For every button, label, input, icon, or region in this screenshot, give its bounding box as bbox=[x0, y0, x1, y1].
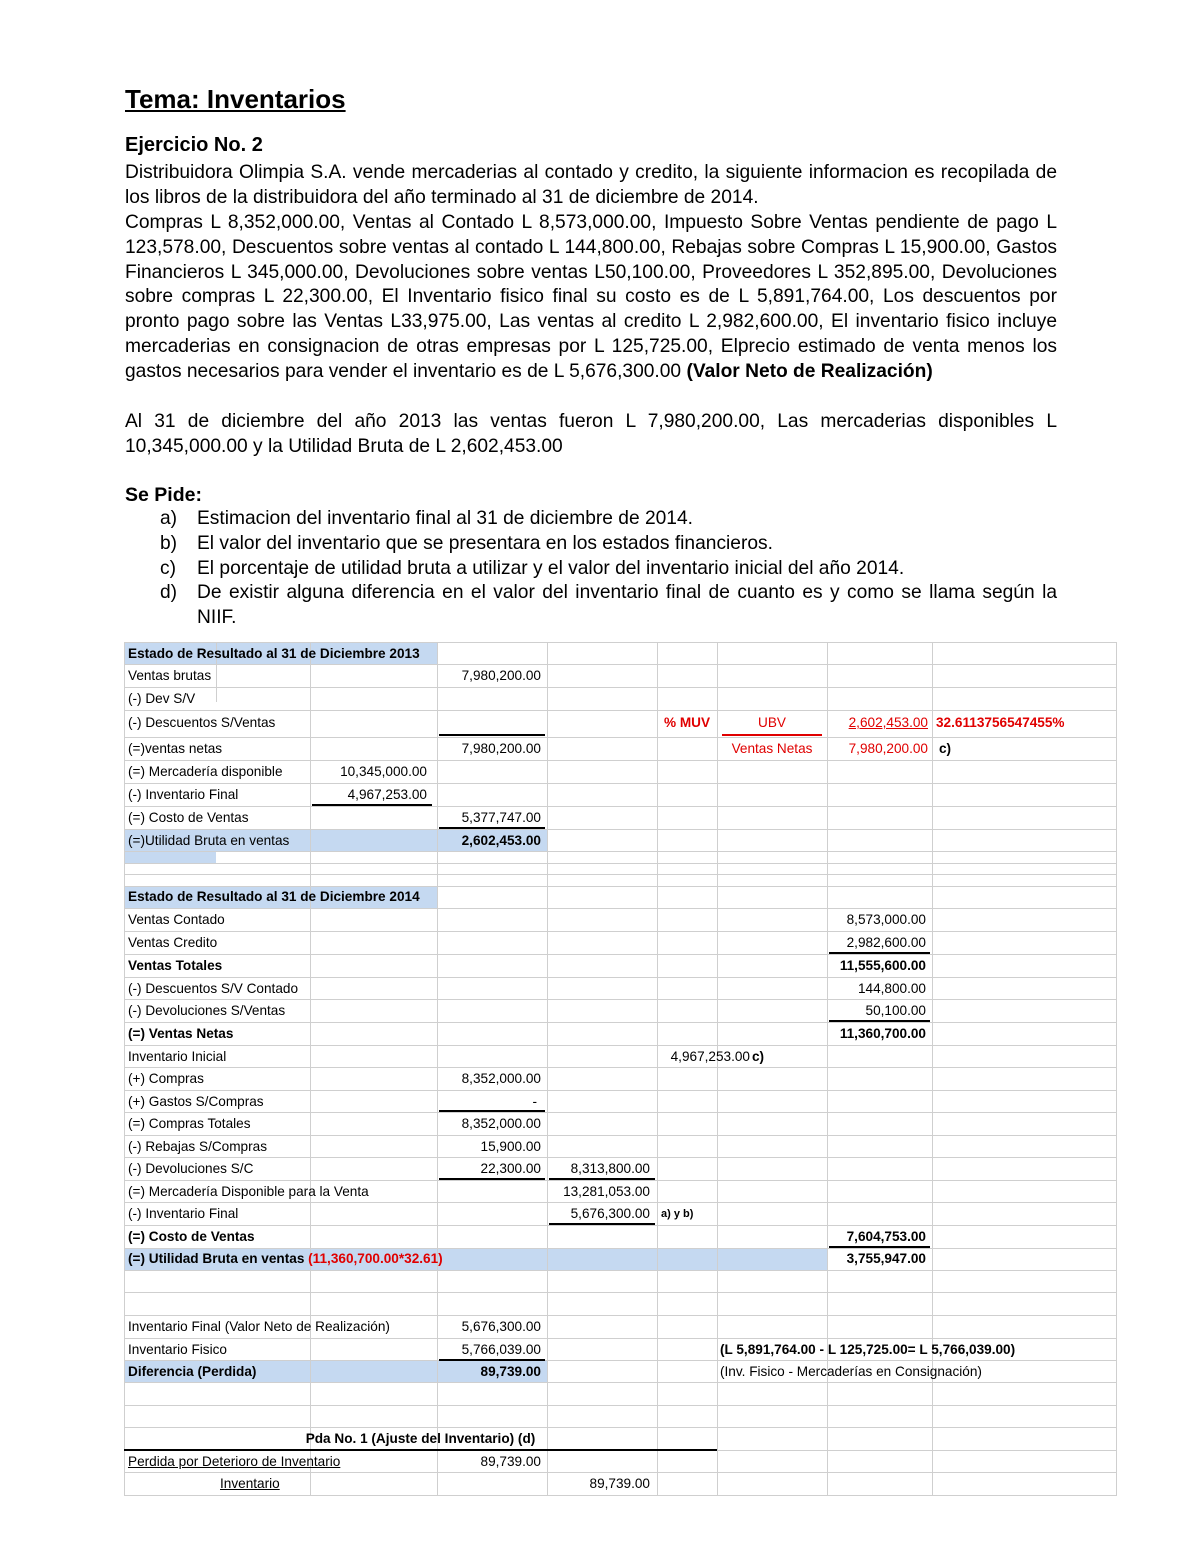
grid-line bbox=[657, 642, 658, 1496]
partida-debit: Perdida por Deterioro de Inventario bbox=[128, 1454, 341, 1469]
row-label: Diferencia (Perdida) bbox=[128, 1364, 257, 1379]
row-label: (-) Dev S/V bbox=[128, 691, 196, 706]
row-label: Ventas Credito bbox=[128, 935, 218, 950]
question-letter: b) bbox=[160, 532, 178, 554]
question-text: El valor del inventario que se presentara en los estados financieros. bbox=[197, 532, 773, 554]
partida-credit-value: 89,739.00 bbox=[589, 1476, 650, 1491]
grid-line bbox=[124, 1067, 1117, 1068]
grid-line bbox=[124, 1135, 1117, 1136]
row-value: 8,573,000.00 bbox=[846, 912, 926, 927]
row-value: - bbox=[532, 1094, 537, 1109]
grid-line bbox=[717, 642, 718, 1496]
note-c: c) bbox=[939, 741, 952, 756]
paragraph-data bbox=[125, 211, 1057, 385]
question-text: Estimacion del inventario final al 31 de diciembre de 2014. bbox=[197, 508, 693, 529]
grid-line bbox=[124, 1225, 1117, 1226]
page-title: Tema: Inventarios bbox=[125, 84, 346, 114]
underline bbox=[439, 1110, 545, 1112]
row-label: (=) Compras Totales bbox=[128, 1116, 251, 1131]
row-label: (-) Rebajas S/Compras bbox=[128, 1139, 267, 1154]
row-value: 144,800.00 bbox=[857, 981, 926, 996]
grid-line bbox=[124, 1270, 1117, 1271]
vn-value: 7,980,200.00 bbox=[848, 741, 928, 756]
question-text: El porcentaje de utilidad bruta a utilizar y el valor del inventario inicial del año 2014. bbox=[197, 557, 905, 579]
question-letter: a) bbox=[160, 508, 178, 529]
grid-line bbox=[547, 642, 548, 1496]
row-value: 5,377,747.00 bbox=[461, 810, 541, 825]
utilidad-formula: (11,360,700.00*32.61) bbox=[308, 1251, 443, 1266]
exercise-heading: Ejercicio No. 2 bbox=[125, 134, 263, 156]
er2013-title: Estado de Resultado al 31 de Diciembre 2013 bbox=[128, 646, 420, 661]
fraction-line bbox=[722, 734, 822, 736]
row-label: (=)ventas netas bbox=[128, 741, 223, 756]
row-value: 89,739.00 bbox=[480, 1364, 541, 1379]
row-value: 4,967,253.00 bbox=[670, 1049, 750, 1064]
question-item bbox=[160, 532, 1057, 557]
grid-line bbox=[124, 737, 1117, 738]
partida-title: Pda No. 1 (Ajuste del Inventario) (d) bbox=[305, 1431, 536, 1446]
row-label: (=) Mercadería Disponible para la Venta bbox=[128, 1184, 369, 1199]
spreadsheet bbox=[124, 642, 1117, 1496]
grid-line bbox=[124, 783, 1117, 784]
row-value: 7,980,200.00 bbox=[461, 668, 541, 683]
vn-label: Ventas Netas bbox=[731, 741, 813, 756]
row-value: 10,345,000.00 bbox=[340, 764, 427, 779]
muv-percentage: 32.6113756547455% bbox=[936, 715, 1065, 730]
underline bbox=[312, 804, 432, 806]
row-value: 4,967,253.00 bbox=[347, 787, 427, 802]
ubv-value: 2,602,453.00 bbox=[848, 715, 928, 730]
row-label: Ventas Totales bbox=[128, 958, 223, 973]
row-label: (+) Compras bbox=[128, 1071, 204, 1086]
grid-line bbox=[124, 1405, 1117, 1406]
grid-line bbox=[124, 1090, 1117, 1091]
grid-line bbox=[124, 1112, 1117, 1113]
row-label: Inventario Fisico bbox=[128, 1342, 227, 1357]
grid-line bbox=[124, 1045, 1117, 1046]
dif-note: (Inv. Fisico - Mercaderías en Consignación) bbox=[720, 1364, 982, 1379]
row-value: 7,980,200.00 bbox=[461, 741, 541, 756]
underline bbox=[829, 1020, 930, 1022]
grid-line bbox=[124, 874, 1117, 875]
row-label: (=) Costo de Ventas bbox=[128, 810, 249, 825]
underline bbox=[439, 734, 545, 736]
grid-line bbox=[1116, 642, 1117, 1496]
row-value: 11,360,700.00 bbox=[839, 1026, 926, 1041]
highlight-band bbox=[124, 851, 216, 863]
row-value: 13,281,053.00 bbox=[563, 1184, 650, 1199]
row-label bbox=[128, 1248, 443, 1270]
row-label: Inventario Final (Valor Neto de Realización) bbox=[128, 1319, 390, 1334]
row-value: 22,300.00 bbox=[480, 1161, 541, 1176]
row-value: 8,313,800.00 bbox=[570, 1161, 650, 1176]
underline bbox=[439, 827, 545, 829]
paragraph-2013: Al 31 de diciembre del año 2013 las ventas fueron L 7,980,200.00, Las mercaderias disponibles L 10,345,000.00 y la Utilidad Bruta de L 2,602,453.00 bbox=[125, 411, 1057, 457]
paragraph-intro: Distribuidora Olimpia S.A. vende mercaderias al contado y credito, la siguiente informacion es recopilada de los libros de la distribuidora del año terminado al 31 de diciembre de 2014. bbox=[125, 162, 1057, 208]
row-value: 11,555,600.00 bbox=[839, 958, 926, 973]
grid-line bbox=[124, 1022, 1117, 1023]
row-label: (+) Gastos S/Compras bbox=[128, 1094, 264, 1109]
question-item bbox=[160, 507, 1057, 532]
row-label: (-) Inventario Final bbox=[128, 1206, 239, 1221]
note-c: c) bbox=[752, 1049, 765, 1064]
er2014-title: Estado de Resultado al 31 de Diciembre 2014 bbox=[128, 889, 420, 904]
fisico-note: (L 5,891,764.00 - L 125,725.00= L 5,766,039.00) bbox=[720, 1342, 1016, 1357]
row-value: 8,352,000.00 bbox=[461, 1116, 541, 1131]
question-text: De existir alguna diferencia en el valor del inventario final de cuanto es y como se llama según la NIIF. bbox=[197, 582, 1057, 629]
muv-label: % MUV bbox=[663, 715, 711, 730]
row-label: (-) Descuentos S/V Contado bbox=[128, 981, 299, 996]
row-value: 5,766,039.00 bbox=[461, 1342, 541, 1357]
row-value: 5,676,300.00 bbox=[461, 1319, 541, 1334]
row-label: (-) Devoluciones S/Ventas bbox=[128, 1003, 286, 1018]
grid-line bbox=[124, 863, 1117, 864]
grid-line bbox=[124, 710, 1117, 711]
se-pide-heading: Se Pide: bbox=[125, 484, 202, 506]
underline bbox=[829, 952, 930, 954]
question-item bbox=[160, 581, 1057, 631]
grid-line bbox=[124, 931, 1117, 932]
row-label: (=) Mercadería disponible bbox=[128, 764, 283, 779]
row-value: 2,602,453.00 bbox=[461, 833, 541, 848]
grid-line bbox=[124, 1495, 1117, 1496]
row-label: Ventas Contado bbox=[128, 912, 225, 927]
grid-line bbox=[124, 687, 1117, 688]
question-list bbox=[160, 507, 1057, 631]
question-item bbox=[160, 557, 1057, 582]
row-label: (-) Devoluciones S/C bbox=[128, 1161, 254, 1176]
row-label: Ventas brutas bbox=[128, 668, 212, 683]
row-label: (-) Inventario Final bbox=[128, 787, 239, 802]
question-letter: d) bbox=[160, 582, 178, 604]
utilidad-label: (=) Utilidad Bruta en ventas bbox=[128, 1251, 309, 1266]
grid-line bbox=[124, 642, 125, 1496]
row-value: 8,352,000.00 bbox=[461, 1071, 541, 1086]
grid-line bbox=[124, 954, 1117, 955]
paragraph-data-text: Compras L 8,352,000.00, Ventas al Contado L 8,573,000.00, Impuesto Sobre Ventas pendiente de pago L 123,578.00, Descuentos sobre ventas al contado L 144,800.00, Rebajas sobre Compras L 15,900.00, Gastos Financieros L 345,000.00, Devoluciones sobre ventas L50,100.00, Proveedores L 352,895.00, Devoluciones sobre compras L 22,300.00, El Inventario fisico final su costo es de L 5,891,764.00, Los descuentos por pronto pago sobre las Ventas L33,975.00, Las ventas al credito L 2,982,600.00, El inventario fisico incluye mercaderias en consignacion de otras empresas por L 125,725.00, Elprecio estimado de venta menos los gastos necesarios para vender el inventario es de L 5,676,300.00 bbox=[125, 212, 1057, 382]
row-value: 15,900.00 bbox=[480, 1139, 541, 1154]
row-label: Inventario Inicial bbox=[128, 1049, 227, 1064]
row-value: 50,100.00 bbox=[865, 1003, 926, 1018]
row-value: 3,755,947.00 bbox=[846, 1251, 926, 1266]
row-label: (=)Utilidad Bruta en ventas bbox=[128, 833, 290, 848]
underline bbox=[439, 1178, 545, 1180]
partida-debit-value: 89,739.00 bbox=[480, 1454, 541, 1469]
grid-line bbox=[124, 1292, 1117, 1293]
row-value: 2,982,600.00 bbox=[846, 935, 926, 950]
row-label: (=) Costo de Ventas bbox=[128, 1229, 255, 1244]
paragraph-data-bold: (Valor Neto de Realización) bbox=[686, 360, 933, 382]
partida-credit: Inventario bbox=[220, 1476, 280, 1491]
ubv-label: UBV bbox=[758, 715, 786, 730]
note-ab: a) y b) bbox=[661, 1208, 694, 1220]
underline bbox=[549, 1178, 655, 1180]
row-value: 7,604,753.00 bbox=[846, 1229, 926, 1244]
underline bbox=[549, 1223, 655, 1225]
grid-line bbox=[124, 908, 1117, 909]
row-label: (-) Descuentos S/Ventas bbox=[128, 715, 276, 730]
grid-line bbox=[124, 806, 1117, 807]
question-letter: c) bbox=[160, 557, 176, 579]
row-value: 5,676,300.00 bbox=[570, 1206, 650, 1221]
row-label: (=) Ventas Netas bbox=[128, 1026, 234, 1041]
